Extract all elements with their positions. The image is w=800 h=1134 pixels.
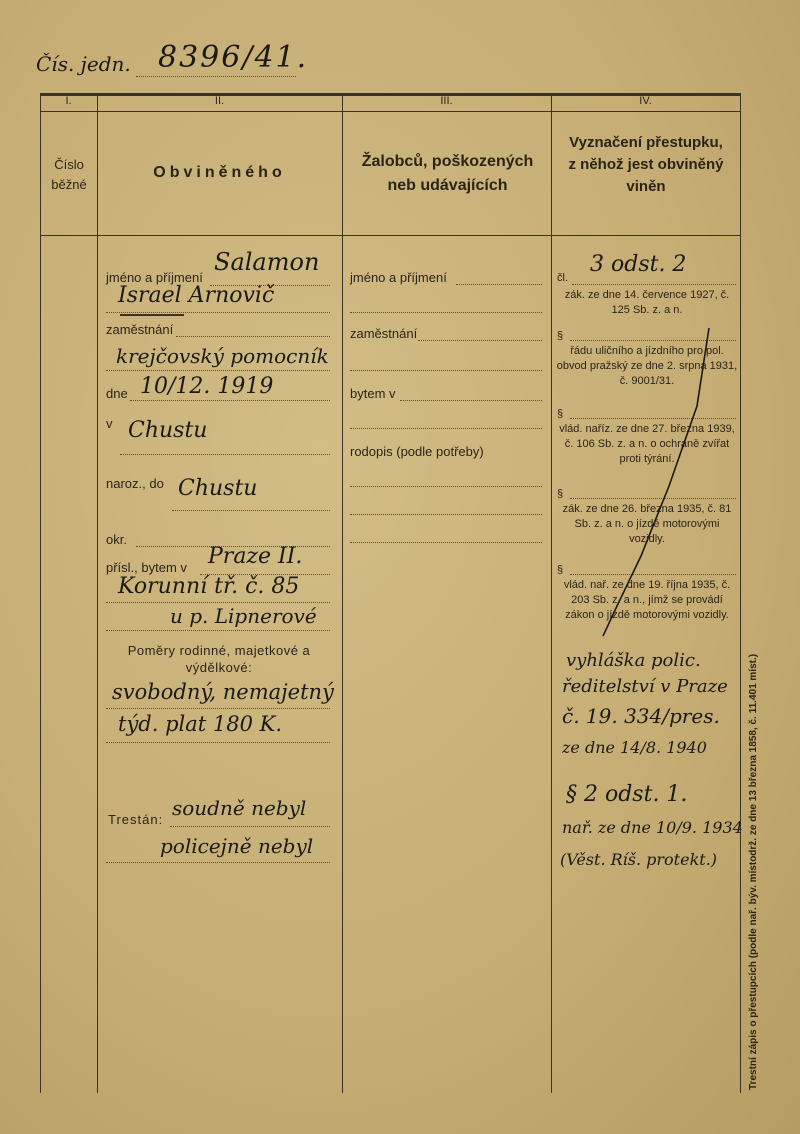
accused-punished-value-2: policejně nebyl [160,834,314,858]
numeral-divider [40,111,741,112]
offense-s5-text: vlád. nař. ze dne 19. října 1935, č. 203 Sb. z. a n., jímž se provádí zákon o jízdě motorovými vozidly. [563,579,731,621]
col-line-2 [342,93,343,1093]
accused-conditions-label: Poměry rodinné, majetkové a výdělkové: [127,643,311,675]
line [106,312,330,313]
accused-date-label: dne [106,386,128,401]
ref-line [136,76,296,77]
line [400,400,542,401]
line [106,370,330,371]
accused-place-label: v [106,416,113,431]
line [176,336,330,337]
col-title-4: Vyznačení přestupku, z něhož jest obviněný viněn [568,134,724,195]
accused-residence-value-2: Korunní tř. č. 85 [118,574,300,599]
col-line-4 [740,93,741,1093]
accused-conditions-value-2: týd. plat 180 K. [118,712,283,736]
col-title-1: Číslo běžné [51,157,87,192]
col-numeral-3: III. [440,95,453,107]
accused-conditions-value: svobodný, nemajetný [112,680,334,704]
offense-note-6: nař. ze dne 10/9. 1934 [562,818,743,837]
line [172,510,330,511]
offense-s4-text: zák. ze dne 26. března 1935, č. 81 Sb. z. a n. o jízdě motorovými vozidly. [562,503,732,545]
accused-punished-label: Trestán: [108,812,164,827]
complainant-genealogy-label: rodopis (podle potřeby) [350,444,484,459]
col-numeral-4: IV. [639,95,652,107]
line [130,400,330,401]
line [106,708,330,709]
line [120,454,330,455]
offense-note-5: § 2 odst. 1. [566,782,688,807]
line [350,542,542,543]
underline-mark [120,314,184,316]
col-title-3: Žalobců, poškozených neb udávajících [361,153,534,194]
accused-place-value: Chustu [128,418,208,443]
accused-occupation-label: zaměstnání [106,322,174,337]
ref-value: 8396/41. [158,40,309,75]
line [350,428,542,429]
line [350,514,542,515]
line [456,284,542,285]
col-line-1 [97,93,98,1093]
offense-note-2: ředitelství v Praze [562,676,728,697]
offense-s3-text: vlád. naříz. ze dne 27. března 1939, č. 106 Sb. z. a n. o ochraně zvířat proti týrání. [559,423,735,465]
accused-occupation-value: krejčovský pomocník [116,344,329,368]
offense-s2-text: řádu uličního a jízdního pro pol. obvod pražský ze dne 2. srpna 1931, č. 9001/31. [556,345,738,387]
offense-s1-hand: 3 odst. 2 [590,252,687,277]
col-numeral-1: I. [65,95,72,107]
side-form-title: Trestní zápis o přestupcích (podle nař. býv. místodrž. ze dne 13 března 1858, č. 11.401 míst.) [748,653,759,1090]
line [350,370,542,371]
line [106,630,330,631]
offense-note-4: ze dne 14/8. 1940 [562,738,707,757]
accused-name-value-2: Israel Arnovič [118,283,275,308]
accused-residence-label: přísl., bytem v [106,560,187,575]
line [350,312,542,313]
cross-out-stroke [551,236,740,676]
accused-birth-value: Chustu [178,476,258,501]
offense-s1-prefix: čl. [557,272,568,284]
offense-note-1: vyhláška polic. [566,650,701,671]
complainant-residence-label: bytem v [350,386,396,401]
offense-s1-text: zák. ze dne 14. července 1927, č. 125 Sb. z. a n. [564,289,730,316]
line [350,486,542,487]
line [418,340,542,341]
complainant-name-label: jméno a příjmení [350,270,447,285]
line [106,742,330,743]
offense-s3-prefix: § [557,408,564,420]
offense-s2-prefix: § [557,330,564,342]
complainant-occupation-label: zaměstnání [350,326,418,341]
offense-s4-prefix: § [557,488,564,500]
col-line-0 [40,93,41,1093]
accused-punished-value: soudně nebyl [172,796,307,820]
line [106,862,330,863]
accused-name-label: jméno a příjmení [106,270,203,285]
col-numeral-2: II. [214,95,225,107]
offense-s5-prefix: § [557,564,564,576]
accused-date-value: 10/12. 1919 [140,374,274,399]
ref-label: Čís. jedn. [36,52,131,76]
accused-residence-value: Praze II. [208,544,303,569]
accused-birth-label: naroz., do [106,476,164,491]
accused-name-value: Salamon [214,248,320,276]
line [170,826,330,827]
accused-district-label: okr. [106,532,127,547]
offense-note-7: (Věst. Ríš. protekt.) [560,850,718,869]
col-title-2: Obviněného [153,164,286,181]
accused-residence-value-3: u p. Lipnerové [170,604,317,628]
offense-note-3: č. 19. 334/pres. [562,704,720,728]
line [106,602,330,603]
